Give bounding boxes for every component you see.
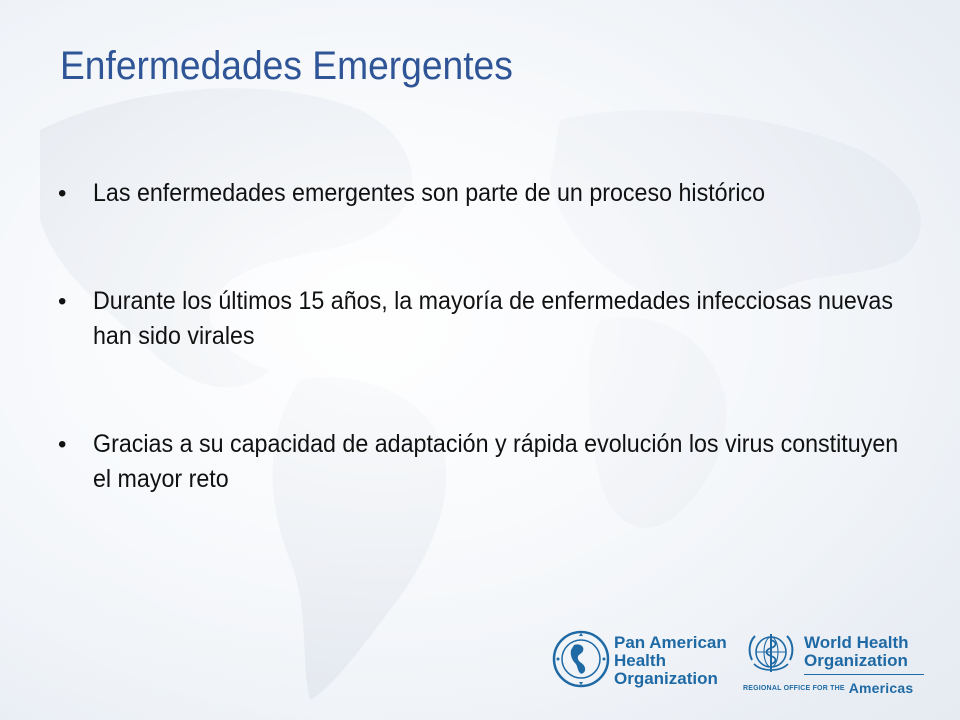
paho-name [614,634,727,688]
bullet-item [58,176,898,211]
paho-name-line: Health [614,651,666,670]
bullet-icon: • [58,431,67,458]
who-name-line: World Health [804,633,909,652]
bullet-text: Gracias a su capacidad de adaptación y rápida evolución los virus constituyen el mayor reto [93,430,899,493]
who-emblem-icon [742,630,800,680]
paho-logo [548,622,728,702]
paho-seal-icon [552,630,610,688]
paho-name-line: Organization [614,669,718,688]
who-regional-name: Americas [848,680,914,696]
slide-title: Enfermedades Emergentes [60,44,513,88]
bullet-icon: • [58,180,67,207]
bullet-list [58,176,898,570]
bullet-text: Durante los últimos 15 años, la mayoría de enfermedades infecciosas nuevas han sido virales [93,287,893,350]
who-name-line: Organization [804,651,908,670]
who-name [804,634,909,670]
paho-name-line: Pan American [614,633,727,652]
bullet-item [58,284,898,354]
who-divider [804,674,924,675]
footer-logos [548,622,928,702]
who-regional-prefix: REGIONAL OFFICE FOR THE [743,684,845,692]
who-regional-office [743,680,913,696]
bullet-item [58,427,898,497]
who-logo [738,622,928,702]
bullet-text: Las enfermedades emergentes son parte de un proceso histórico [93,179,766,207]
bullet-icon: • [58,288,67,315]
